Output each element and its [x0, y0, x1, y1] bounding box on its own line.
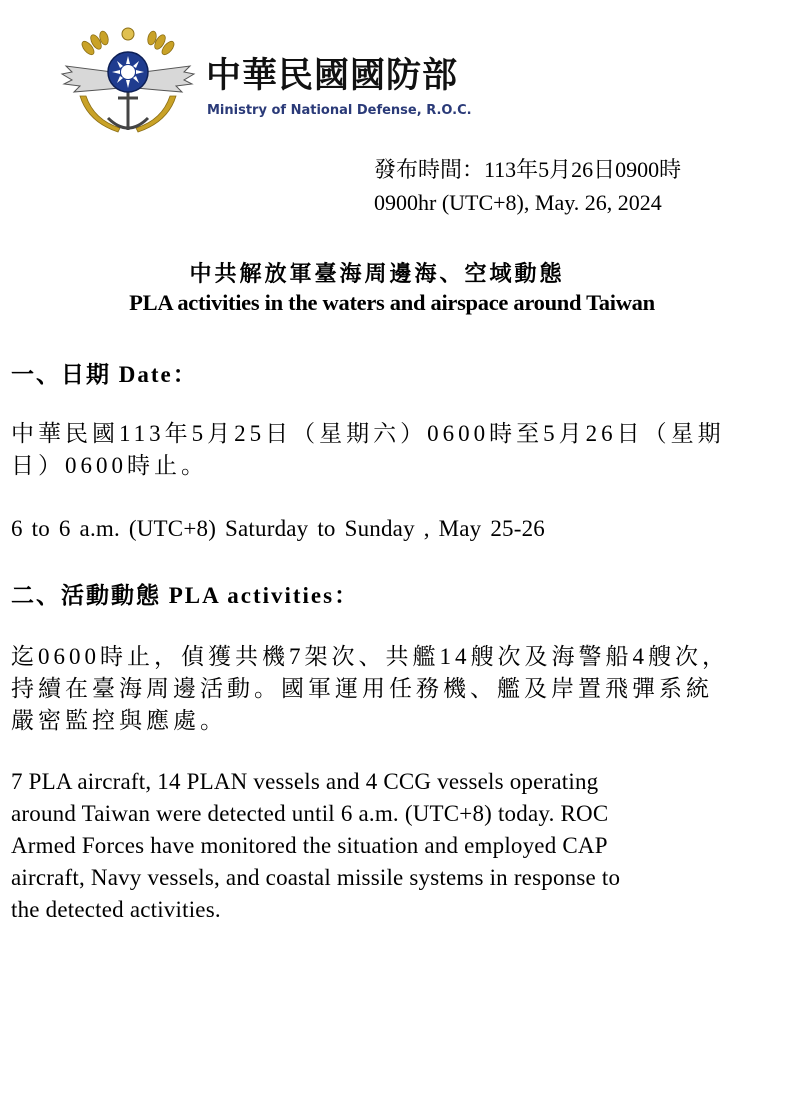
section-activities-zh-line: 迄0600時止，偵獲共機7架次、共艦14艘次及海警船4艘次， [11, 644, 729, 669]
org-name-zh: 中華民國國防部 [206, 56, 459, 96]
section-activities-en-line: around Taiwan were detected until 6 a.m. (UTC+8) today. ROC [11, 801, 609, 826]
section-date-zh-line: 日）0600時止。 [11, 453, 208, 478]
section-activities-en-line: Armed Forces have monitored the situation and employed CAP [11, 833, 608, 858]
section-date-heading: 一、日期 Date： [11, 362, 198, 387]
section-activities-en [11, 766, 781, 926]
release-time-zh: 發布時間：113年5月26日0900時 [374, 157, 682, 182]
section-activities-en-line: aircraft, Navy vessels, and coastal missile systems in response to [11, 865, 621, 890]
org-name-en: Ministry of National Defense, R.O.C. [207, 103, 472, 118]
section-date-zh-line: 中華民國113年5月25日（星期六）0600時至5月26日（星期 [11, 421, 725, 446]
section-activities-zh [11, 641, 781, 737]
release-time [374, 153, 681, 219]
section-activities-en-line: the detected activities. [11, 897, 221, 922]
section-activities-zh-line: 嚴密監控與應處。 [11, 708, 227, 733]
release-time-en: 0900hr (UTC+8), May. 26, 2024 [374, 190, 662, 215]
section-activities-en-line: 7 PLA aircraft, 14 PLAN vessels and 4 CCG vessels operating [11, 769, 599, 794]
mnd-emblem-icon [58, 26, 198, 138]
section-date-en: 6 to 6 a.m. (UTC+8) Saturday to Sunday , May 25-26 [11, 516, 545, 541]
title-zh: 中共解放軍臺海周邊海、空域動態 [189, 261, 565, 286]
title-en: PLA activities in the waters and airspace around Taiwan [129, 290, 655, 315]
section-activities-heading: 二、活動動態 PLA activities： [11, 583, 360, 608]
section-activities-zh-line: 持續在臺海周邊活動。國軍運用任務機、艦及岸置飛彈系統 [11, 676, 713, 701]
section-date-zh [11, 418, 781, 482]
